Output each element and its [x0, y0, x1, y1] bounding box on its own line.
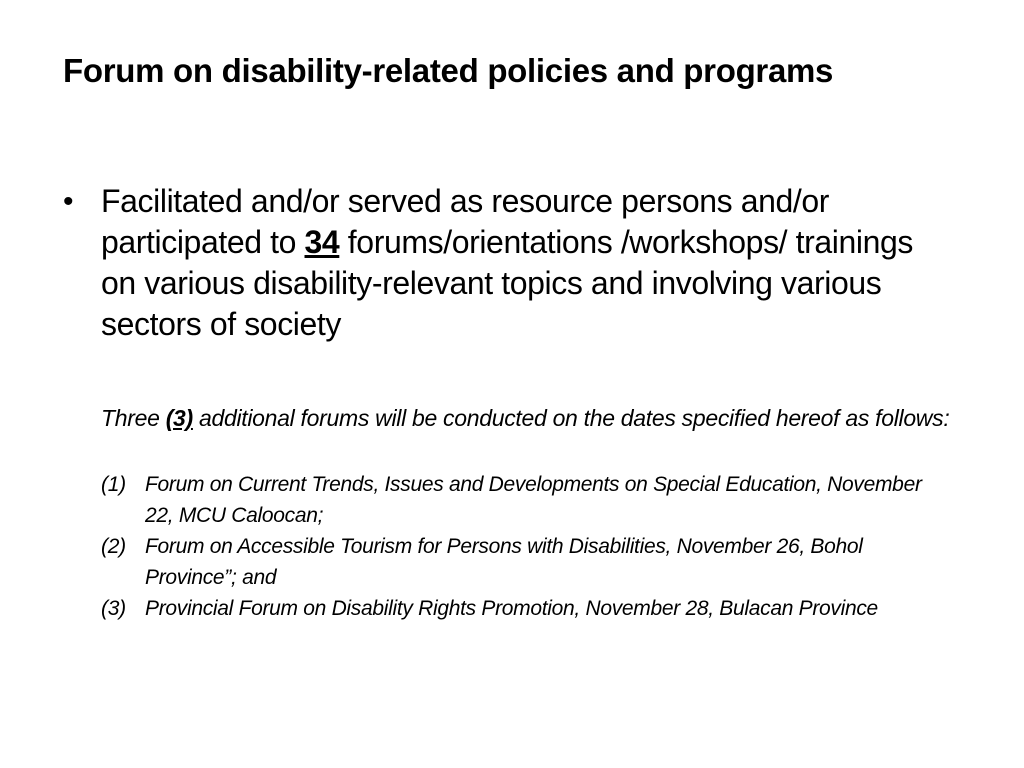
list-item-text: Provincial Forum on Disability Rights Promotion, November 28, Bulacan Province [145, 597, 878, 620]
list-item [101, 531, 951, 593]
forum-count: 34 [304, 224, 340, 260]
additional-forums-note [101, 403, 971, 434]
bullet-text [101, 181, 941, 345]
note-text-before: Three [101, 405, 166, 431]
list-item [101, 593, 951, 624]
list-item-text: Forum on Current Trends, Issues and Developments on Special Education, November 22, MCU Caloocan; [145, 473, 922, 527]
list-item-number: (1) [101, 473, 126, 496]
note-text-after: additional forums will be conducted on the dates specified hereof as follows: [192, 405, 950, 431]
list-item-number: (3) [101, 597, 126, 620]
list-item-text: Forum on Accessible Tourism for Persons with Disabilities, November 26, Bohol Province”; and [145, 535, 863, 589]
forum-list [101, 469, 951, 624]
bullet-text-before: Facilitated and/or served as resource persons and/or participated to [101, 183, 830, 260]
additional-forum-count: (3) [165, 405, 193, 431]
bullet-text-after: forums/orientations /workshops/ trainings on various disability-relevant topics and involving various sectors of society [101, 224, 913, 342]
slide-title: Forum on disability-related policies and programs [63, 52, 834, 89]
bullet-icon: • [63, 185, 74, 218]
list-item-number: (2) [101, 535, 126, 558]
list-item [101, 469, 951, 531]
